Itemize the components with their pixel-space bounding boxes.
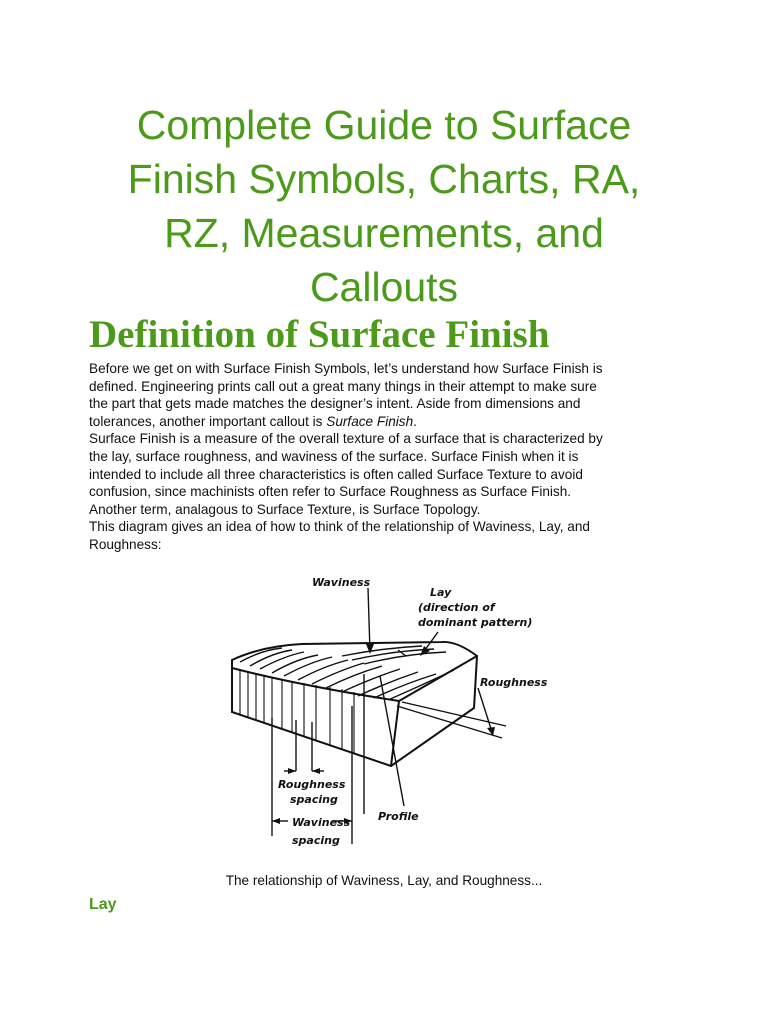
label-roughness-spacing: Roughness	[278, 778, 346, 791]
body-line	[89, 413, 674, 431]
body-text-fragment: .	[413, 413, 417, 429]
label-waviness: Waviness	[312, 576, 371, 589]
emphasis-surface-finish: Surface Finish	[326, 413, 414, 429]
body-line: the lay, surface roughness, and waviness of the surface. Surface Finish when it is	[89, 448, 579, 464]
surface-texture-diagram	[192, 556, 578, 866]
label-lay-detail: (direction of	[418, 601, 495, 614]
body-text-fragment: tolerances, another important callout is	[89, 413, 327, 429]
title-line: Callouts	[309, 264, 459, 310]
title-line: RZ, Measurements, and	[164, 210, 604, 256]
body-line: This diagram gives an idea of how to think of the relationship of Waviness, Lay, and	[89, 519, 590, 535]
figure-caption: The relationship of Waviness, Lay, and Roughness...	[225, 873, 543, 888]
body-line: confusion, since machinists often refer to Surface Roughness as Surface Finish.	[89, 484, 572, 500]
title-line: Complete Guide to Surface	[136, 102, 632, 148]
title-line: Finish Symbols, Charts, RA,	[127, 156, 641, 202]
block-bottom-right-edge	[391, 656, 477, 766]
block-right-edge	[399, 656, 477, 701]
body-line: intended to include all three characteristics is often called Surface Texture to avoid	[89, 466, 583, 482]
section-heading: Definition of Surface Finish	[89, 313, 550, 356]
body-line: Before we get on with Surface Finish Symbols, let’s understand how Surface Finish is	[89, 361, 603, 376]
body-line: Another term, analagous to Surface Texture, is Surface Topology.	[89, 501, 481, 517]
label-lay: Lay	[430, 586, 452, 599]
diagram-illustration	[192, 556, 578, 866]
page-title	[60, 98, 708, 314]
label-roughness: Roughness	[480, 676, 548, 689]
label-roughness-spacing: spacing	[290, 793, 338, 806]
body-line: the part that gets made matches the designer’s intent. Aside from dimensions and	[89, 396, 581, 412]
label-profile: Profile	[378, 810, 419, 823]
body-line: defined. Engineering prints call out a great many things in their attempt to make sure	[89, 378, 597, 394]
label-waviness-spacing: spacing	[292, 834, 340, 847]
label-waviness-spacing: Waviness	[292, 816, 351, 829]
label-lay-detail: dominant pattern)	[418, 616, 533, 629]
body-text	[89, 360, 674, 554]
body-line: Surface Finish is a measure of the overall texture of a surface that is characterized by	[89, 431, 603, 447]
body-line: Roughness:	[89, 536, 162, 552]
section-heading-lay: Lay	[89, 896, 117, 913]
